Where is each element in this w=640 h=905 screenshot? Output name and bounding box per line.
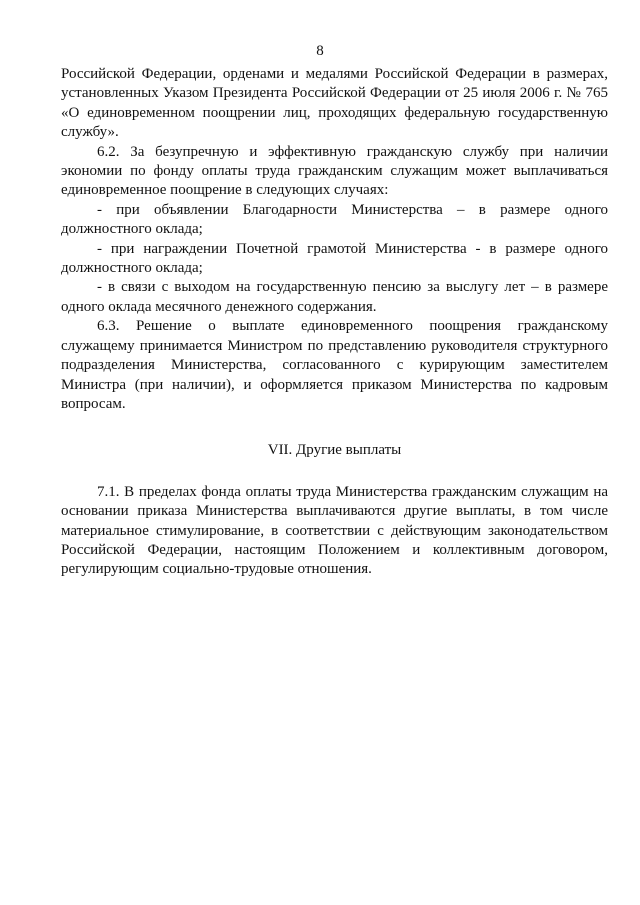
paragraph-continuation: Российской Федерации, орденами и медалями Российской Федерации в размерах, установленных Указом Президента Российской Федерации от 25 июля 2006 г. № 765 «О единовременном поощрении лиц, проходящих федеральную государственную службу». [61, 66, 608, 141]
paragraph-6-2: 6.2. За безупречную и эффективную гражданскую службу при наличии экономии по фонду оплаты труда гражданским служащим может выплачиваться единовременное поощрение в следующих случаях: [61, 143, 608, 199]
paragraph-6-3: 6.3. Решение о выплате единовременного поощрения гражданскому служащему принимается Министром по представлению руководителя структурного подразделения Министерства, согласованного с курирующим заместителем Министра (при наличии), и оформляется приказом Министерства по кадровым вопросам. [61, 318, 608, 412]
list-item-gratitude: - при объявлении Благодарности Министерства – в размере одного должностного оклада; [61, 201, 608, 238]
document-body [61, 65, 608, 580]
page-number: 8 [316, 43, 324, 59]
section-heading: VII. Другие выплаты [267, 442, 402, 459]
list-item-pension: - в связи с выходом на государственную пенсию за выслугу лет – в размере одного оклада месячного денежного содержания. [61, 279, 608, 315]
list-item-certificate: - при награждении Почетной грамотой Министерства - в размере одного должностного оклада; [61, 240, 608, 277]
paragraph-7-1: 7.1. В пределах фонда оплаты труда Министерства гражданским служащим на основании приказа Министерства выплачиваются другие выплаты, в том числе материальное стимулирование, в соответствии с действующим законодательством Российской Федерации, настоящим Положением и коллективным договором, регулирующим социально-трудовые отношения. [61, 483, 608, 578]
spacer [61, 414, 608, 441]
spacer [61, 461, 608, 483]
